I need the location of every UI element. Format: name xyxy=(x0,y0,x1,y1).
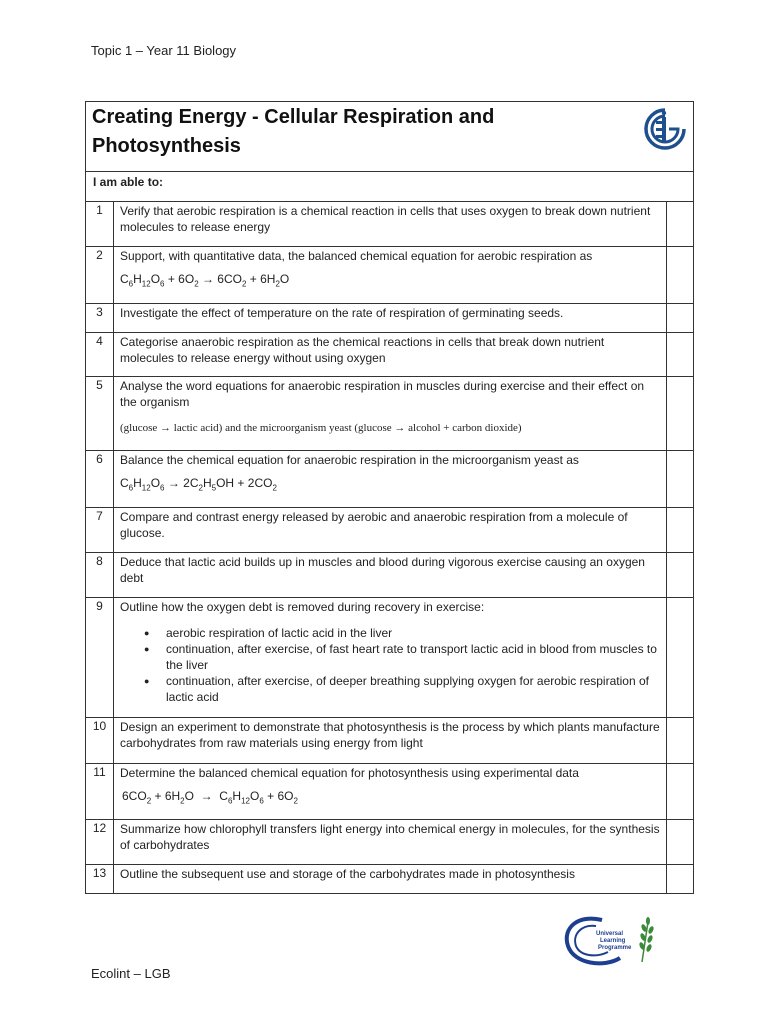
ulp-logo xyxy=(556,912,666,974)
row-text: Determine the balanced chemical equation for photosynthesis using experimental data xyxy=(120,766,579,780)
table-row xyxy=(85,718,694,764)
row-number: 13 xyxy=(86,865,114,893)
row-text: Outline how the oxygen debt is removed during recovery in exercise: xyxy=(120,600,485,614)
list-item: ● continuation, after exercise, of fast heart rate to transport lactic acid in blood from muscles to the liver xyxy=(166,641,661,673)
checkbox-cell[interactable] xyxy=(666,304,693,332)
row-content xyxy=(120,452,661,496)
checkbox-cell[interactable] xyxy=(666,820,693,864)
checkbox-cell[interactable] xyxy=(666,451,693,507)
checkbox-cell[interactable] xyxy=(666,508,693,552)
checkbox-cell[interactable] xyxy=(666,247,693,303)
yeast-equation: $C_6H_{12}O_6 \to 2C_2H_5OH + 2CO_2$ xyxy=(120,476,277,493)
table-row xyxy=(85,304,694,333)
checkbox-cell[interactable] xyxy=(666,865,693,893)
bullet-list xyxy=(120,625,661,705)
row-text: Balance the chemical equation for anaerobic respiration in the microorganism yeast as xyxy=(120,453,579,467)
row-text: Outline the subsequent use and storage of the carbohydrates made in photosynthesis xyxy=(120,867,575,881)
table-row xyxy=(85,333,694,377)
page-footer: Ecolint – LGB xyxy=(91,966,171,981)
row-content xyxy=(120,378,661,436)
photosynthesis-equation: $6CO_2 + 6H_2O \to C_6H_{12}O_6 + 6O_2$ xyxy=(122,789,298,806)
row-number: 1 xyxy=(86,202,114,246)
school-logo xyxy=(643,107,687,151)
row-content xyxy=(120,599,661,705)
table-subheading: I am able to: xyxy=(85,172,694,202)
row-number: 10 xyxy=(86,718,114,763)
table-row xyxy=(85,820,694,865)
ulp-logo-line3: Programme xyxy=(598,945,632,951)
row-text: Design an experiment to demonstrate that photosynthesis is the process by which plants manufacture carbohydrates from raw materials using energy from light xyxy=(120,720,660,750)
checkbox-cell[interactable] xyxy=(666,202,693,246)
title-box xyxy=(85,101,694,172)
page-header: Topic 1 – Year 11 Biology xyxy=(91,43,237,58)
table-row xyxy=(85,553,694,598)
table-row xyxy=(85,764,694,820)
row-text: Investigate the effect of temperature on the rate of respiration of germinating seeds. xyxy=(120,306,564,320)
wheat-icon xyxy=(638,917,654,962)
row-number: 6 xyxy=(86,451,114,507)
row-text: Analyse the word equations for anaerobic respiration in muscles during exercise and their effect on the organism xyxy=(120,379,645,409)
ulp-logo-line2: Learning xyxy=(600,938,626,944)
checkbox-cell[interactable] xyxy=(666,718,693,763)
row-text: Support, with quantitative data, the balanced chemical equation for aerobic respiration as xyxy=(120,249,593,263)
row-number: 9 xyxy=(86,598,114,717)
checkbox-cell[interactable] xyxy=(666,764,693,819)
row-content xyxy=(120,248,661,292)
table-row xyxy=(85,451,694,508)
checkbox-cell[interactable] xyxy=(666,553,693,597)
row-text: Categorise anaerobic respiration as the chemical reactions in cells that break down nutrient molecules to release energy without using oxygen xyxy=(120,335,605,365)
row-text: Compare and contrast energy released by aerobic and anaerobic respiration from a molecule of glucose. xyxy=(120,510,628,540)
ulp-logo-line1: Universal xyxy=(596,931,624,937)
checkbox-cell[interactable] xyxy=(666,598,693,717)
list-item: ● continuation, after exercise, of deeper breathing supplying oxygen for aerobic respiration of lactic acid xyxy=(166,673,661,705)
row-text: Summarize how chlorophyll transfers light energy into chemical energy in molecules, for the synthesis of carbohydrates xyxy=(120,822,660,852)
table-row xyxy=(85,202,694,247)
row-number: 3 xyxy=(86,304,114,332)
row-text: Deduce that lactic acid builds up in muscles and blood during vigorous exercise causing an oxygen debt xyxy=(120,555,645,585)
table-row xyxy=(85,508,694,553)
table-row xyxy=(85,865,694,894)
word-equation: (glucose → lactic acid) and the microorganism yeast (glucose → alcohol + carbon dioxide) xyxy=(120,422,522,434)
list-item: ● aerobic respiration of lactic acid in the liver xyxy=(166,625,661,641)
row-text: Verify that aerobic respiration is a chemical reaction in cells that uses oxygen to break down nutrient molecules to release energy xyxy=(120,204,651,234)
checkbox-cell[interactable] xyxy=(666,377,693,450)
row-content xyxy=(120,765,661,809)
row-number: 11 xyxy=(86,764,114,819)
row-number: 5 xyxy=(86,377,114,450)
row-number: 12 xyxy=(86,820,114,864)
table-row xyxy=(85,247,694,304)
page-title: Creating Energy - Cellular Respiration and Photosynthesis xyxy=(92,106,495,157)
row-number: 4 xyxy=(86,333,114,376)
table-row xyxy=(85,598,694,718)
row-number: 7 xyxy=(86,508,114,552)
row-number: 8 xyxy=(86,553,114,597)
aerobic-equation: $C_6H_{12}O_6 + 6O_2 \to 6CO_2 + 6H_2O$ xyxy=(120,272,290,289)
checkbox-cell[interactable] xyxy=(666,333,693,376)
table-row xyxy=(85,377,694,451)
row-number: 2 xyxy=(86,247,114,303)
